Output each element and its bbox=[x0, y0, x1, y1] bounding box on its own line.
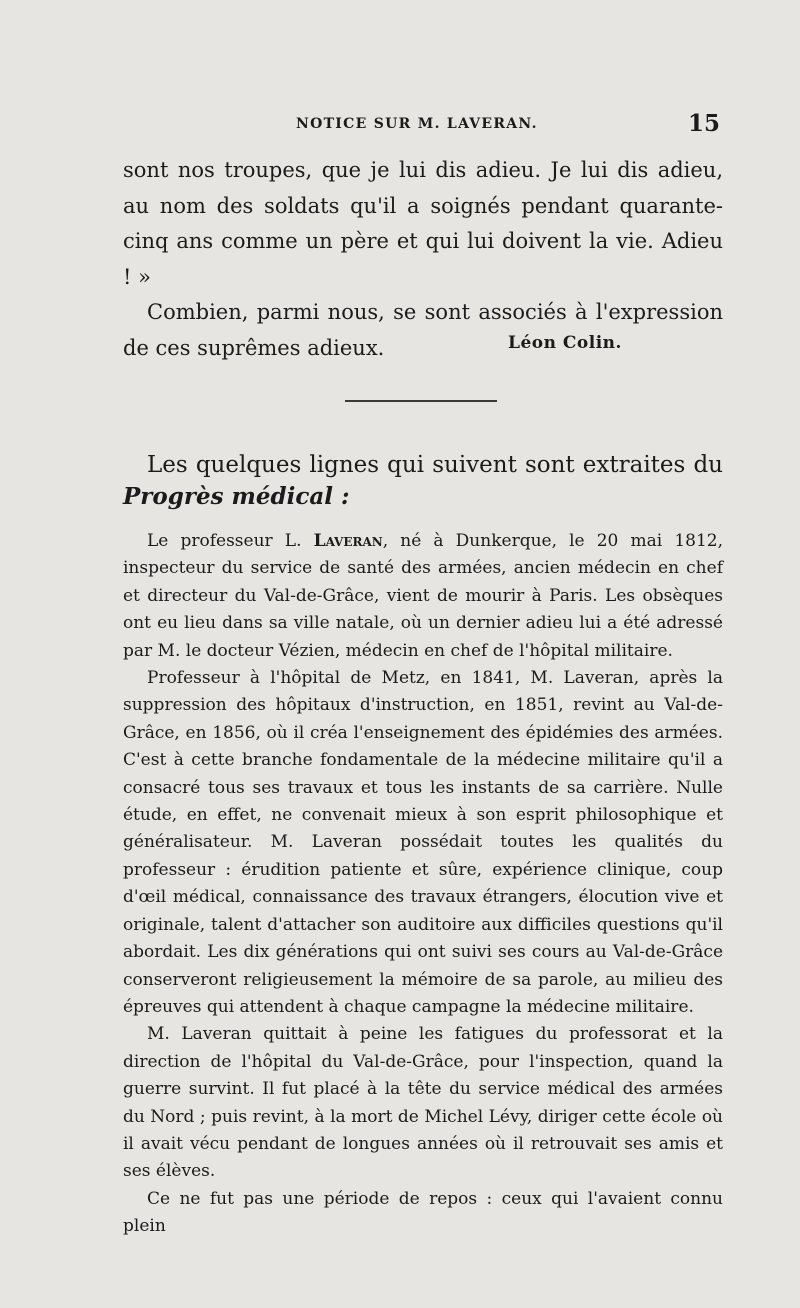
section-divider bbox=[345, 400, 497, 402]
article-paragraph-1 bbox=[123, 528, 723, 665]
running-title: NOTICE SUR M. LAVERAN. bbox=[296, 116, 538, 132]
page-header bbox=[0, 110, 800, 140]
signature-text: Léon Colin. bbox=[508, 333, 622, 353]
p1-rest: , né à Dunkerque, le 20 mai 1812, inspecteur du service de santé des armées, ancien médecin en chef et directeur du Val-de-Grâce, vient de mourir à Paris. Les obsèques ont eu lieu dans sa ville natale, où un dernier adieu lui a été adressé par M. le docteur Vézien, médecin en chef de l'hôpital militaire. bbox=[123, 531, 723, 661]
page-number: 15 bbox=[688, 110, 721, 137]
section-heading bbox=[123, 450, 723, 513]
farewell-quote bbox=[123, 153, 723, 366]
article-paragraph-4: Ce ne fut pas une période de repos : ceux qui l'avaient connu plein bbox=[123, 1188, 723, 1237]
heading-text: Les quelques lignes qui suivent sont extraites du bbox=[147, 452, 723, 478]
closing-paragraph: Combien, parmi nous, se sont associés à l'expression de ces suprêmes adieux. bbox=[123, 300, 723, 360]
article-paragraph-2: Professeur à l'hôpital de Metz, en 1841, M. Laveran, après la suppression des hôpitaux d'instruction, en 1851, revint au Val-de-Grâce, en 1856, où il créa l'enseignement des épidémies des armées. C'est à cette branche fondamentale de la médecine militaire qu'il a consacré tous ses travaux et tous les instants de sa carrière. Nulle étude, en effet, ne convenait mieux à son esprit philosophique et généralisateur. M. Laveran possédait toutes les qualités du professeur : érudition patiente et sûre, expérience clinique, coup d'œil médical, connaissance des travaux étrangers, élocution vive et originale, talent d'attacher son auditoire aux difficiles questions qu'il abordait. Les dix générations qui ont suivi ses cours au Val-de-Grâce conserveront religieusement la mémoire de sa parole, au milieu des épreuves qui attendent à chaque campagne la médecine militaire. bbox=[123, 668, 723, 1017]
signature bbox=[508, 333, 622, 353]
farewell-paragraph: sont nos troupes, que je lui dis adieu. Je lui dis adieu, au nom des soldats qu'il a soignés pendant quarante-cinq ans comme un père et qui lui doivent la vie. Adieu ! » bbox=[123, 158, 723, 289]
laveran-name: Laveran bbox=[313, 531, 383, 551]
article-body bbox=[123, 528, 723, 1241]
article-paragraph-3: M. Laveran quittait à peine les fatigues du professorat et la direction de l'hôpital du Val-de-Grâce, pour l'inspection, quand la guerre survint. Il fut placé à la tête du service médical des armées du Nord ; puis revint, à la mort de Michel Lévy, diriger cette école où il avait vécu pendant de longues années où il retrouvait ses amis et ses élèves. bbox=[123, 1024, 723, 1182]
journal-title: Progrès médical : bbox=[123, 483, 350, 510]
p1-start: Le professeur L. bbox=[147, 531, 314, 551]
